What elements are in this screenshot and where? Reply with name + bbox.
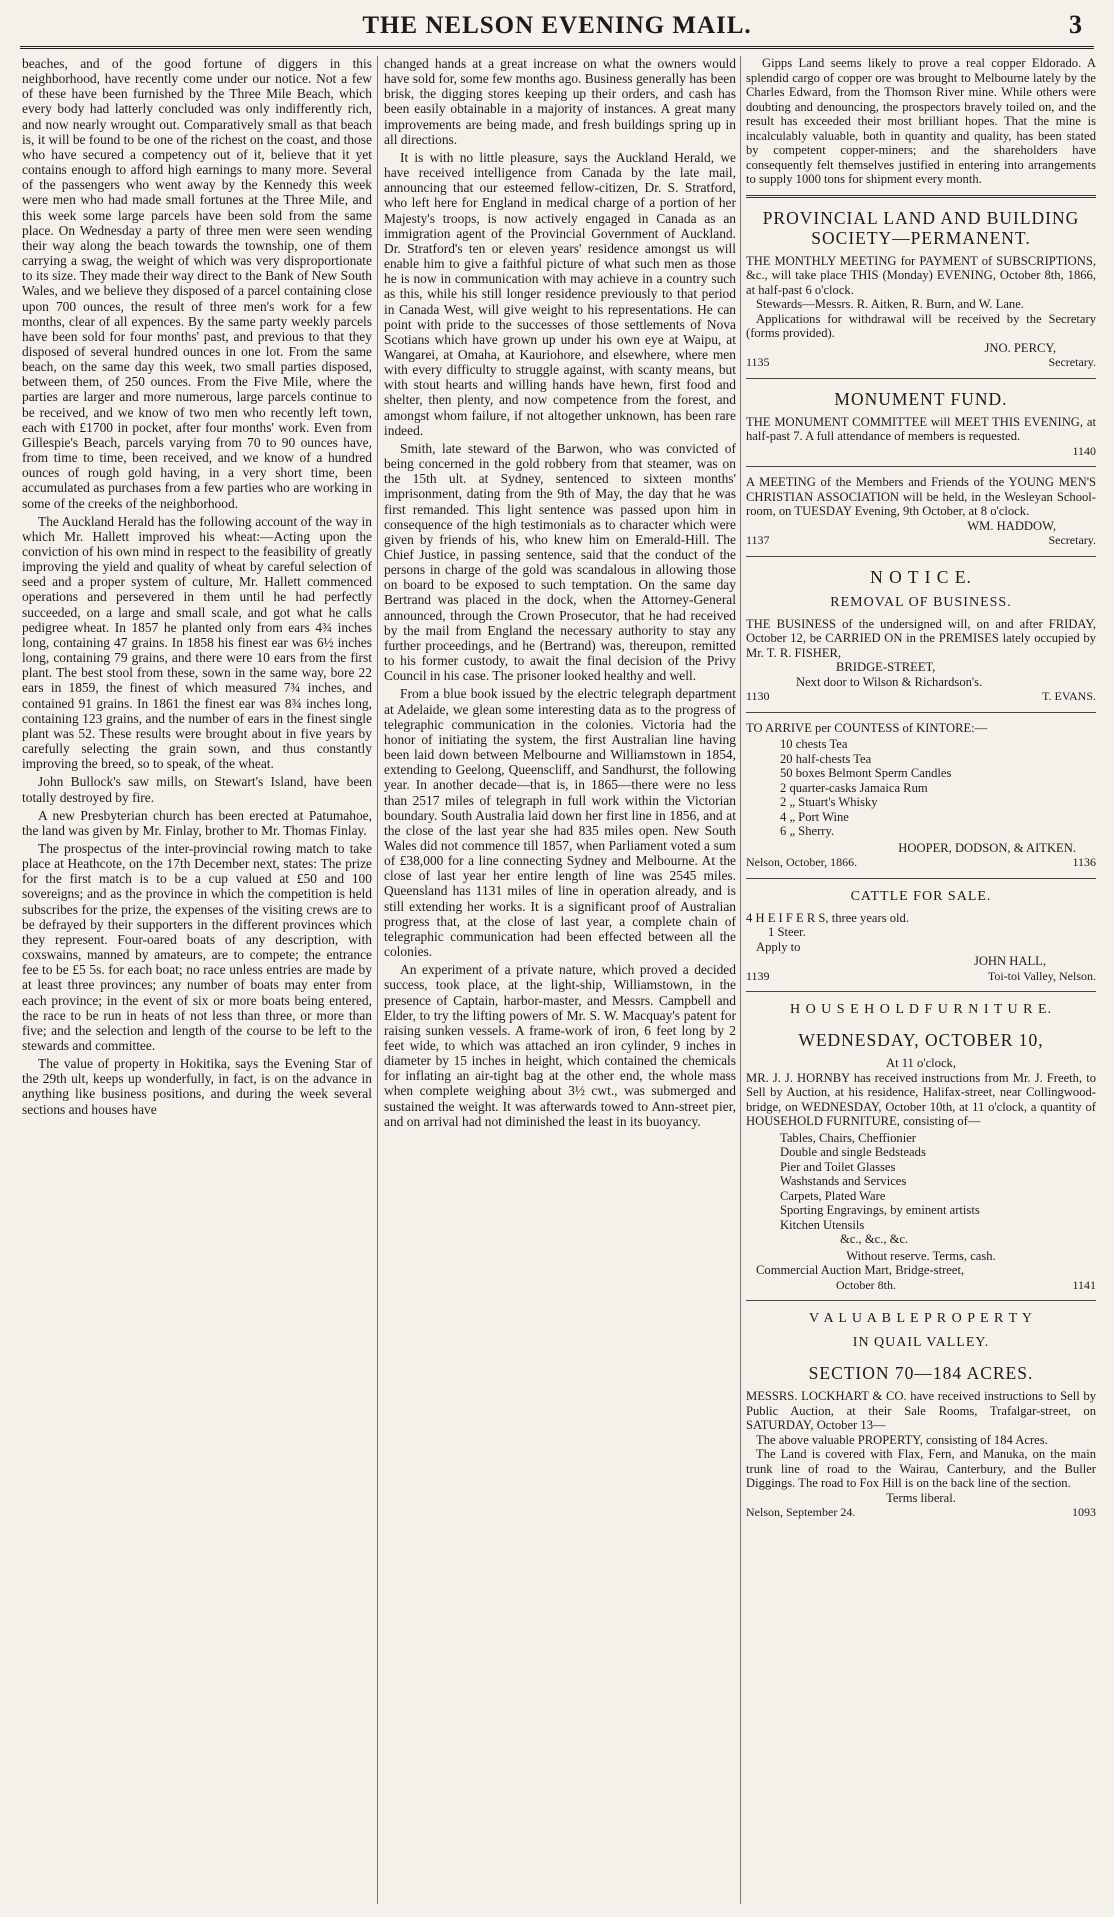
notice-ad (746, 567, 1096, 704)
ad-heading: V A L U A B L E P R O P E R T Y (808, 1311, 1034, 1326)
ad-number: 1141 (1072, 1277, 1096, 1292)
article-paragraph: From a blue book issued by the electric telegraph department at Adelaide, we glean some interesting data as to the progress of telegraphic communication in the colonies. Victoria had the honor of initiating the system, the first Australian line having been laid down between Melbourne and Williamstown in 1854, extending to Geelong, Queenscliff, and Sandhurst, the following year. In another decade—that is, in 1865—there were no less than 2517 miles of telegraph in full work within the Victorian boundary. South Australia laid down her first line in 1856, and at the close of the last year she had 835 miles open. New South Wales did not commence till 1857, when Parliament voted a sum of £38,000 for a line connecting Sydney and Melbourne. At the close of last year her entire length of line was 2545 miles. Queensland has 1131 miles of line in operation already, and is still extending her works. It is a significant proof of Australian progress that, at the close of last year, a complete chain of telegraphic communication had been effected between all the colonies. (384, 686, 736, 960)
ad-body: Apply to (756, 939, 801, 954)
list-item: Sporting Engravings, by eminent artists (780, 1203, 980, 1217)
page-number: 3 (1069, 10, 1082, 39)
divider (746, 991, 1096, 992)
article-paragraph: The Auckland Herald has the following account of the way in which Mr. Hallett improved his wheat:—Acting upon the conviction of his own mind in respect to the feasibility of greatly improving the yield and quality of wheat by careful selection of seed and a proper system of culture, Mr. Hallett commenced operations and persevered in them until he had perfectly succeeded, on a large and small scale, and got what he calls pedigree wheat. In 1857 he planted only from ears 4¾ inches long, containing 47 grains. In 1858 his finest ear was 6½ inches long, containing 79 grains, and there were 10 ears from the first plant. The best stool from these, sown in the same way, bore 22 ears in 1859, the finest of which measured 7¾ inches, and contained 91 grains. In 1861 the finest ear was 8¾ inches long, containing 123 grains, and the number of ears in the finest single plant was 52. These results were brought about in five years by carefully selecting the grain sown, and thus constantly improving the breed, so to speak, of the wheat. (22, 513, 372, 772)
divider (746, 466, 1096, 467)
ymca-ad (746, 475, 1096, 548)
divider (746, 878, 1096, 879)
ad-date-heading: WEDNESDAY, OCTOBER 10, (798, 1030, 1044, 1050)
list-item: Carpets, Plated Ware (780, 1188, 886, 1203)
article-paragraph: beaches, and of the good fortune of diggers in this neighborhood, have recently come under our notice. Not a few of these have been furnished by the Three Mile Beach, which every body had latterly concluded was only indifferently rich, and now nearly wrought out. Comparatively small as that beach is, it will be found to be one of the richest on the coast, and those who have secured a competency out of it, believe that it yet contains enough to afford high earnings to many more. Several of the passengers who went away by the Kennedy this week were men who had made small fortunes at the Three Mile, and this week some large parcels have been sold from the same place. On Wednesday a party of three men were seen wending their way along the beach towards the township, one of them carrying a swag, the weight of which was very disproportionate to its size. They made their way direct to the Bank of New South Wales, and we believe they disposed of a parcel containing close upon 700 ounces, the result of three men's work for a few months, clear of all expences. By the same party weekly parcels have been sold for four months' past, and previous to that they disposed of several hundred ounces in one lot. From the same beach, on the same day this week, two small parties disposed, between them, of 250 ounces. From the Five Mile, where the parties are larger and more numerous, large parcels continue to be received, and we know of two men who recently left town, each with £1700 in pocket, after four months' work. Even from Gillespie's Beach, parcels varying from 70 to 90 ounces have, from time to time, been received, and we know of a hundred ounces of rough gold having, in a very short time, been accumulated as purchases from a few parties who are working in some of the creeks of the neighborhood. (22, 56, 372, 511)
ad-signer: HOOPER, DODSON, & AITKEN. (898, 840, 1076, 855)
ad-body: BRIDGE-STREET, (836, 660, 936, 674)
ad-number: 1130 (746, 689, 770, 703)
list-item: &c., &c., &c. (840, 1232, 909, 1246)
list-item: Pier and Toilet Glasses (780, 1159, 896, 1174)
masthead (20, 6, 1094, 49)
article-paragraph: An experiment of a private nature, which proved a decided success, took place, at the light-ship, Williamstown, in the presence of Captain, harbor-master, and Messrs. Campbell and Elder, to try the lifting powers of Mr. S. W. Macquay's patent for raising sunken vessels. A frame-work of iron, 6 feet long by 2 feet wide, to which was attached an iron cylinder, 9 inches in diameter by 15 inches in height, which contained the chemicals for inflating an air-tight bag at the other end, the whole mass when complete weighing about 3½ cwt., was submerged and sustained the weight. It was afterwards towed to Ann-street pier, and on arrival had not diminished the least in its buoyancy. (384, 962, 736, 1129)
ad-body: MESSRS. LOCKHART & CO. have received instructions to Sell by Public Auction, at their Sale Rooms, Trafalgar-street, on SATURDAY, October 13— (746, 1389, 1096, 1432)
furniture-ad (746, 1000, 1096, 1292)
ad-heading: PROVINCIAL LAND AND BUILDING SOCIETY—PERMANENT. (762, 207, 1080, 248)
ad-signer: JNO. PERCY, (984, 340, 1056, 355)
ad-number: 1093 (1072, 1505, 1096, 1519)
ad-terms: Without reserve. Terms, cash. (846, 1248, 996, 1263)
newspaper-title: THE NELSON EVENING MAIL. (362, 12, 752, 39)
ad-section: SECTION 70—184 ACRES. (808, 1363, 1034, 1383)
ad-heading: H O U S E H O L D F U R N I T U R E. (789, 1002, 1053, 1017)
ad-date: Nelson, September 24. (746, 1505, 856, 1519)
ad-body: The above valuable PROPERTY, consisting of 184 Acres. (756, 1432, 1048, 1447)
column-divider (740, 56, 741, 1904)
ad-role: Secretary. (1048, 355, 1096, 369)
ad-heading: MONUMENT FUND. (834, 388, 1008, 409)
column-1 (22, 56, 372, 1904)
article-paragraph: The value of property in Hokitika, says the Evening Star of the 29th ult, keeps up wonderfully, in fact, is on the advance in anything like business positions, and during the week several sections and houses have (22, 1056, 372, 1117)
ad-heading: N O T I C E. (870, 566, 972, 587)
building-society-ad (746, 208, 1096, 370)
article-paragraph: changed hands at a great increase on what the owners would have sold for, some few months ago. Business generally has been brisk, the digging stores keeping up their orders, and cash has been easily obtainable in a majority of instances. A great many improvements are being made, and fresh buildings spring up in all directions. (384, 56, 736, 147)
ad-body: THE MONUMENT COMMITTEE will MEET THIS EVENING, at half-past 7. A full attendance of members is requested. (746, 414, 1096, 443)
ad-number: 1135 (746, 355, 770, 369)
column-2 (384, 56, 736, 1904)
article-paragraph: Smith, late steward of the Barwon, who was convicted of being concerned in the gold robbery from that steamer, was on the 15th ult. at Sydney, sentenced to sixteen months' imprisonment, dating from the 9th of May, the day that he was first remanded. This light sentence was passed upon him in consequence of the high testimonials as to character which were given by friends of his, who knew him on Emerald-Hill. The Chief Justice, in passing sentence, said that the conduct of the persons in charge of the gold was scandalous in allowing those on board to be exposed to such temptation. On the same day Bertrand was placed in the dock, when the Attorney-General announced, through the Crown Prosecutor, that he had received by the mail from England the necessary authority to stay any further proceedings, and he (Bertrand) was, thereupon, remitted to his former custody, to await the final decision of the Privy Council in his case. The prisoner looked healthy and well. (384, 440, 736, 684)
ad-heading: TO ARRIVE per COUNTESS of KINTORE:— (746, 720, 988, 735)
divider (746, 195, 1096, 198)
monument-fund-ad (746, 389, 1096, 459)
ad-mart-date: October 8th. (836, 1277, 896, 1292)
ad-signer: JOHN HALL, (973, 954, 1046, 968)
ad-subheading: IN QUAIL VALLEY. (852, 1335, 990, 1350)
ad-body: 1 Steer. (768, 925, 806, 939)
ad-date: Nelson, October, 1866. (746, 855, 858, 869)
ad-body: THE BUSINESS of the undersigned will, on and after FRIDAY, October 12, be CARRIED ON in the PREMISES lately occupied by Mr. T. R. FISHER, (746, 616, 1096, 660)
list-item: 2 „ Stuart's Whisky (780, 795, 878, 809)
goods-list (780, 737, 1096, 839)
divider (746, 1300, 1096, 1301)
list-item: 50 boxes Belmont Sperm Candles (780, 766, 952, 780)
ad-body: Stewards—Messrs. R. Aitken, R. Burn, and W. Lane. (756, 297, 1024, 311)
ad-number: 1137 (746, 533, 770, 547)
ad-time: At 11 o'clock, (885, 1056, 956, 1070)
furniture-list (780, 1131, 1096, 1247)
cattle-ad (746, 887, 1096, 984)
list-item: 10 chests Tea (780, 737, 848, 751)
ad-body: 4 H E I F E R S, three years old. (746, 910, 909, 925)
list-item: 6 „ Sherry. (780, 824, 835, 838)
ad-signer: WM. HADDOW, (967, 518, 1056, 533)
divider (746, 556, 1096, 557)
ad-terms: Terms liberal. (886, 1490, 956, 1505)
to-arrive-ad (746, 721, 1096, 870)
copper-article: Gipps Land seems likely to prove a real copper Eldorado. A splendid cargo of copper ore was brought to Melbourne lately by the Charles Edward, from the Thomson River mine. While others were doubting and denouncing, the prospectors bravely toiled on, and the result has exceeded their most brilliant hopes. That the mine is incalculably valuable, both in quantity and quality, has been stated by competent copper-miners; and the shareholders have consequently felt themselves justified in entering into arrangements to supply 1000 tons for shipment every month. (746, 56, 1096, 186)
list-item: Tables, Chairs, Cheffionier (780, 1130, 916, 1145)
divider (746, 712, 1096, 713)
article-paragraph: It is with no little pleasure, says the Auckland Herald, we have received intelligence from Canada by the late mail, announcing that our esteemed fellow-citizen, Dr. S. Stratford, who left here for England in medical charge of a portion of her Majesty's troops, is now actively engaged in Canada as an immigration agent of the Provincial Government of Auckland. Dr. Stratford's ten or eleven years' residence amongst us will enable him to give a faithful picture of what such men as those he is now in communication with may achieve in a country such as this, while his still longer residence previously to that period in Canada West, will give weight to his representations. He can point with pride to the successes of those settlements of Nova Scotians which have grown up under his own eye at Waipu, at Wangarei, at Omaha, at Kauriohore, and elsewhere, where men with every difficulty to struggle against, with scanty means, but with stout hearts and willing hands have hewn, first food and shelter, then plenty, and now competence from the forest, and amongst whom failure, if not altogether unknown, has been rare indeed. (384, 149, 736, 438)
ad-heading: CATTLE FOR SALE. (850, 888, 992, 904)
list-item: 20 half-chests Tea (780, 751, 872, 766)
ad-number: 1136 (1072, 855, 1096, 869)
divider (746, 378, 1096, 379)
ad-number: 1140 (1072, 443, 1096, 458)
ad-body: THE MONTHLY MEETING for PAYMENT of SUBSCRIPTIONS, &c., will take place THIS (Monday) EVENING, October 8th, 1866, at half-past 6 o'clock. (746, 253, 1096, 297)
ad-signer: T. EVANS. (1042, 689, 1096, 703)
property-ad (746, 1309, 1096, 1520)
ad-body: MR. J. J. HORNBY has received instructions from Mr. J. Freeth, to Sell by Auction, at his residence, Halifax-street, near Collingwood-bridge, on WEDNESDAY, October 10th, at 11 o'clock, a quantity of HOUSEHOLD FURNITURE, consisting of— (746, 1070, 1096, 1128)
list-item: Kitchen Utensils (780, 1217, 865, 1232)
column-divider (377, 56, 378, 1904)
ad-mart: Commercial Auction Mart, Bridge-street, (756, 1263, 965, 1277)
ad-body: A MEETING of the Members and Friends of the YOUNG MEN'S CHRISTIAN ASSOCIATION will be held, in the Wesleyan School-room, on TUESDAY Evening, 9th October, at 8 o'clock. (746, 475, 1096, 518)
article-paragraph: A new Presbyterian church has been erected at Patumahoe, the land was given by Mr. Finlay, brother to Mr. Thomas Finlay. (22, 807, 372, 838)
ad-subheading: REMOVAL OF BUSINESS. (830, 594, 1012, 610)
ad-role: Secretary. (1048, 533, 1096, 547)
list-item: 2 quarter-casks Jamaica Rum (780, 780, 928, 795)
article-paragraph: John Bullock's saw mills, on Stewart's Island, have been totally destroyed by fire. (22, 774, 372, 805)
list-item: Washstands and Services (780, 1174, 907, 1188)
ad-body: Applications for withdrawal will be received by the Secretary (forms provided). (746, 311, 1096, 340)
list-item: Double and single Bedsteads (780, 1145, 926, 1159)
article-paragraph: The prospectus of the inter-provincial rowing match to take place at Heathcote, on the 17th December next, states: The prize for the first match is to be a cup valued at £50 and 100 sovereigns; and as the province in which the competition is held subscribes for the prize, the expenses of the visiting crews are to be defrayed by their supporters in the different provinces which they represent. Four-oared boats of any description, with coxswains, manned by amateurs, are to compete; the entrance fee to be £5 5s. for each boat; no race unless entries are made by at least three provinces; any number of boats may enter from each province; in the event of six or more boats being entered, the race to be run in heats of not less than three, or more than five; and the selection and length of the course to be left to the stewards and committee. (22, 840, 372, 1053)
ad-number: 1139 (746, 968, 770, 983)
ad-body: The Land is covered with Flax, Fern, and Manuka, on the main trunk line of road to the Wairau, Canterbury, and the Buller Diggings. The road to Fox Hill is on the back line of the section. (746, 1447, 1096, 1490)
ad-place: Toi-toi Valley, Nelson. (987, 968, 1096, 983)
list-item: 4 „ Port Wine (780, 809, 849, 824)
column-3-advertisements (746, 56, 1096, 1904)
ad-body: Next door to Wilson & Richardson's. (796, 674, 983, 689)
